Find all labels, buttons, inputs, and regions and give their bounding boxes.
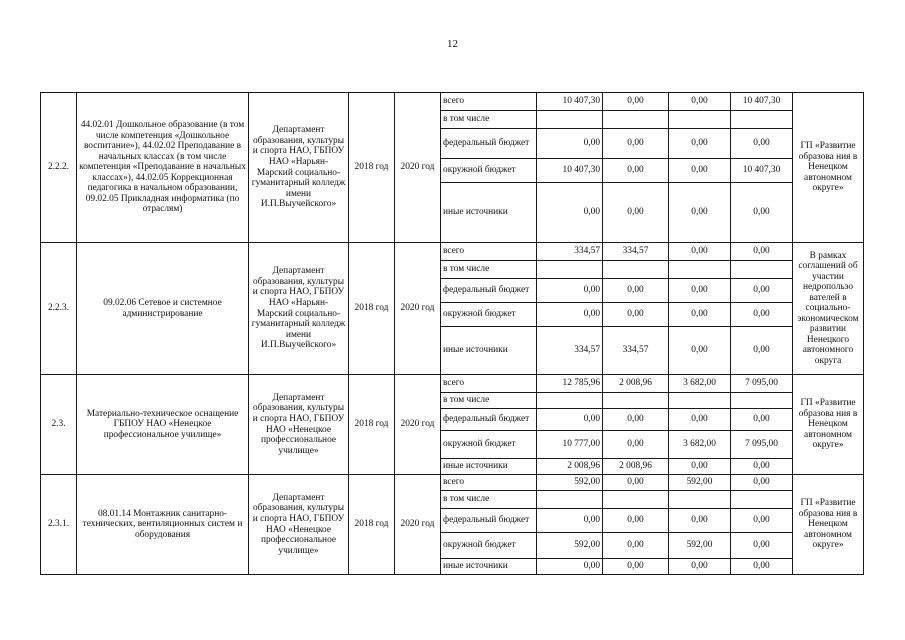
amount-cell	[731, 261, 793, 279]
amount-cell	[537, 261, 603, 279]
row-start-year: 2018 год	[349, 93, 395, 243]
amount-cell: 0,00	[603, 303, 669, 327]
amount-cell: 0,00	[669, 327, 731, 375]
amount-cell: 10 407,30	[537, 159, 603, 183]
row-note: ГП «Развитие образова ния в Ненецком автономном округе»	[793, 93, 864, 243]
amount-cell	[603, 111, 669, 129]
table-row	[41, 375, 864, 393]
amount-cell: 0,00	[731, 243, 793, 261]
amount-cell: 0,00	[603, 129, 669, 159]
amount-cell: 10 777,00	[537, 431, 603, 459]
amount-cell: 0,00	[731, 409, 793, 431]
amount-cell: 0,00	[603, 183, 669, 243]
funding-source: в том числе	[441, 393, 537, 409]
amount-cell: 0,00	[669, 183, 731, 243]
row-end-year: 2020 год	[395, 475, 441, 575]
amount-cell: 10 407,30	[731, 93, 793, 111]
amount-cell	[603, 261, 669, 279]
row-start-year: 2018 год	[349, 375, 395, 475]
amount-cell	[537, 393, 603, 409]
funding-source: иные источники	[441, 559, 537, 575]
amount-cell: 0,00	[669, 303, 731, 327]
amount-cell: 592,00	[669, 533, 731, 559]
row-executor: Департамент образования, культуры и спорта НАО, ГБПОУ НАО «Ненецкое профессиональное училище»	[249, 475, 349, 575]
amount-cell: 0,00	[731, 559, 793, 575]
amount-cell	[669, 491, 731, 509]
amount-cell: 0,00	[669, 459, 731, 475]
amount-cell	[603, 393, 669, 409]
amount-cell: 10 407,30	[537, 93, 603, 111]
funding-source: в том числе	[441, 111, 537, 129]
amount-cell: 0,00	[603, 409, 669, 431]
amount-cell: 0,00	[731, 279, 793, 303]
table-row	[41, 475, 864, 491]
amount-cell	[537, 491, 603, 509]
amount-cell: 0,00	[537, 559, 603, 575]
amount-cell: 592,00	[537, 533, 603, 559]
funding-source: в том числе	[441, 261, 537, 279]
amount-cell: 334,57	[603, 243, 669, 261]
amount-cell: 0,00	[603, 559, 669, 575]
row-number: 2.2.3.	[41, 243, 77, 375]
row-start-year: 2018 год	[349, 475, 395, 575]
amount-cell	[669, 111, 731, 129]
row-executor: Департамент образования, культуры и спорта НАО, ГБПОУ НАО «Ненецкое профессиональное училище»	[249, 375, 349, 475]
amount-cell: 592,00	[669, 475, 731, 491]
funding-source: всего	[441, 93, 537, 111]
amount-cell: 2 008,96	[603, 459, 669, 475]
table-row	[41, 93, 864, 111]
amount-cell: 0,00	[537, 183, 603, 243]
amount-cell: 0,00	[669, 509, 731, 533]
funding-source: окружной бюджет	[441, 431, 537, 459]
amount-cell: 0,00	[603, 533, 669, 559]
row-end-year: 2020 год	[395, 375, 441, 475]
row-executor: Департамент образования, культуры и спорта НАО, ГБПОУ НАО «Нарьян-Марский социально-гуманитарный колледж имени И.П.Выучейского»	[249, 93, 349, 243]
amount-cell	[731, 111, 793, 129]
amount-cell: 0,00	[731, 509, 793, 533]
amount-cell: 7 095,00	[731, 375, 793, 393]
page-number: 12	[447, 38, 458, 50]
funding-source: федеральный бюджет	[441, 509, 537, 533]
funding-source: всего	[441, 243, 537, 261]
amount-cell: 334,57	[537, 327, 603, 375]
amount-cell	[731, 491, 793, 509]
row-start-year: 2018 год	[349, 243, 395, 375]
amount-cell: 0,00	[669, 279, 731, 303]
amount-cell: 0,00	[669, 129, 731, 159]
row-end-year: 2020 год	[395, 93, 441, 243]
row-name: Материально-техническое оснащение ГБПОУ НАО «Ненецкое профессиональное училище»	[77, 375, 249, 475]
funding-source: иные источники	[441, 327, 537, 375]
amount-cell: 0,00	[537, 279, 603, 303]
amount-cell: 0,00	[731, 475, 793, 491]
funding-source: федеральный бюджет	[441, 129, 537, 159]
funding-source: иные источники	[441, 459, 537, 475]
amount-cell: 0,00	[603, 159, 669, 183]
table-body	[41, 93, 864, 575]
amount-cell: 0,00	[603, 93, 669, 111]
row-note: В рамках соглашений об участии недропользо вателей в социально-экономическом развитии Ненецкого автономного округа	[793, 243, 864, 375]
amount-cell: 0,00	[731, 459, 793, 475]
amount-cell: 12 785,96	[537, 375, 603, 393]
amount-cell: 0,00	[537, 303, 603, 327]
amount-cell: 0,00	[669, 559, 731, 575]
amount-cell: 0,00	[669, 93, 731, 111]
amount-cell: 0,00	[731, 533, 793, 559]
funding-source: в том числе	[441, 491, 537, 509]
amount-cell: 0,00	[731, 129, 793, 159]
row-number: 2.3.	[41, 375, 77, 475]
amount-cell: 0,00	[537, 409, 603, 431]
amount-cell: 10 407,30	[731, 159, 793, 183]
amount-cell	[669, 393, 731, 409]
funding-source: окружной бюджет	[441, 159, 537, 183]
amount-cell: 0,00	[669, 409, 731, 431]
amount-cell: 0,00	[731, 303, 793, 327]
row-note: ГП «Развитие образова ния в Ненецком автономном округе»	[793, 375, 864, 475]
amount-cell: 3 682,00	[669, 375, 731, 393]
funding-source: федеральный бюджет	[441, 409, 537, 431]
amount-cell: 0,00	[603, 431, 669, 459]
amount-cell: 0,00	[603, 475, 669, 491]
row-note: ГП «Развитие образова ния в Ненецком автономном округе»	[793, 475, 864, 575]
funding-source: федеральный бюджет	[441, 279, 537, 303]
amount-cell: 2 008,96	[537, 459, 603, 475]
table-row	[41, 243, 864, 261]
funding-source: окружной бюджет	[441, 303, 537, 327]
amount-cell: 0,00	[669, 159, 731, 183]
amount-cell: 3 682,00	[669, 431, 731, 459]
amount-cell: 0,00	[731, 183, 793, 243]
row-number: 2.3.1.	[41, 475, 77, 575]
amount-cell	[537, 111, 603, 129]
row-name: 44.02.01 Дошкольное образование (в том числе компетенция «Дошкольное воспитание»), 44.02.02 Преподавание в начальных классах (в том числе компетенция «Преподавание в начальных классах»), 44.02.05 Коррекционная педагогика в начальном образовании, 09.02.05 Прикладная информатика (по отраслям)	[77, 93, 249, 243]
funding-source: всего	[441, 475, 537, 491]
amount-cell: 0,00	[731, 327, 793, 375]
amount-cell: 2 008,96	[603, 375, 669, 393]
funding-source: всего	[441, 375, 537, 393]
amount-cell: 0,00	[603, 509, 669, 533]
row-name: 08.01.14 Монтажник санитарно-технических, вентиляционных систем и оборудования	[77, 475, 249, 575]
amount-cell	[669, 261, 731, 279]
amount-cell: 592,00	[537, 475, 603, 491]
amount-cell	[603, 491, 669, 509]
funding-source: иные источники	[441, 183, 537, 243]
amount-cell	[731, 393, 793, 409]
row-name: 09.02.06 Сетевое и системное администрирование	[77, 243, 249, 375]
amount-cell: 334,57	[537, 243, 603, 261]
amount-cell: 7 095,00	[731, 431, 793, 459]
amount-cell: 0,00	[537, 509, 603, 533]
row-executor: Департамент образования, культуры и спорта НАО, ГБПОУ НАО «Нарьян-Марский социально-гуманитарный колледж имени И.П.Выучейского»	[249, 243, 349, 375]
amount-cell: 334,57	[603, 327, 669, 375]
row-end-year: 2020 год	[395, 243, 441, 375]
amount-cell: 0,00	[669, 243, 731, 261]
row-number: 2.2.2.	[41, 93, 77, 243]
program-table	[40, 92, 864, 575]
funding-source: окружной бюджет	[441, 533, 537, 559]
amount-cell: 0,00	[603, 279, 669, 303]
amount-cell: 0,00	[537, 129, 603, 159]
